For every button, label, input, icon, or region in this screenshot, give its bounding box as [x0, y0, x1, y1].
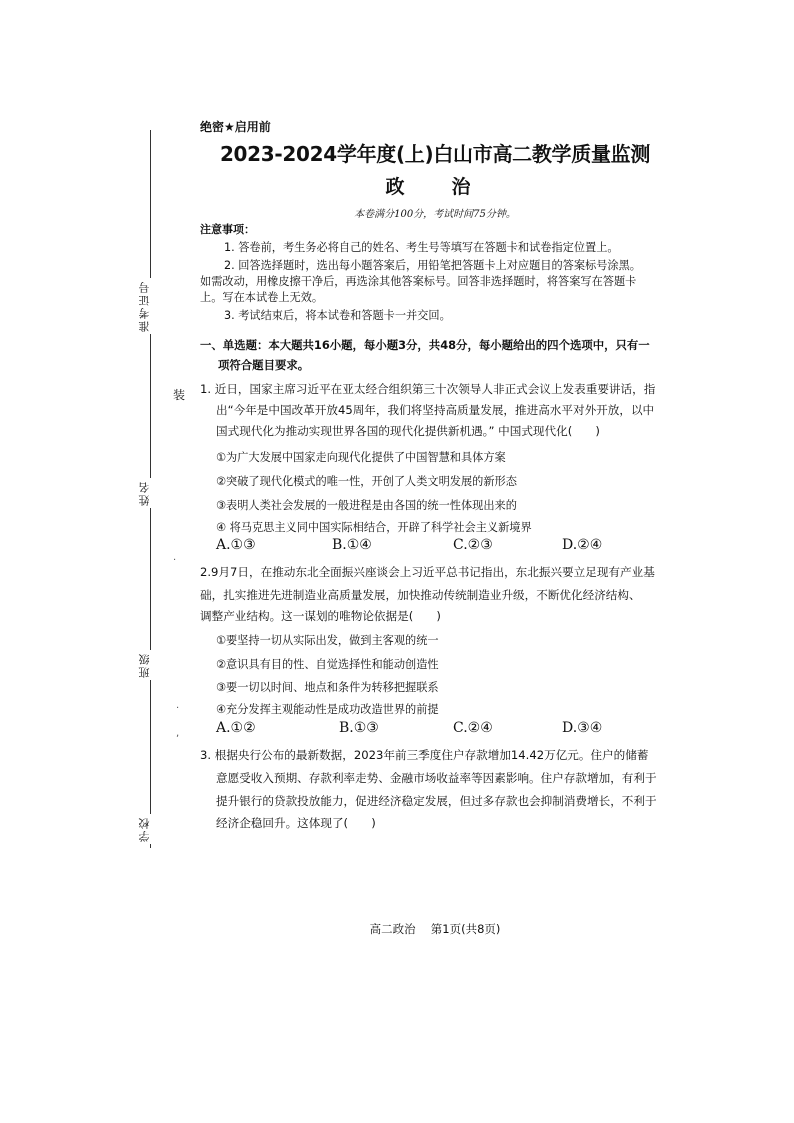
q1-stem-line-3: 国式现代化为推动实现世界各国的现代化提供新机遇。” 中国式现代化( ) [216, 424, 600, 438]
q1-stem-line-1: 1. 近日，国家主席习近平在亚太经合组织第三十次领导人非正式会议上发表重要讲话，指 [200, 382, 656, 396]
page-footer: 高二政治 第1页(共8页) [369, 922, 501, 936]
notice-item-3: 3. 考试结束后，将本试卷和答题卡一并交回。 [224, 309, 451, 322]
exam-title: 2023-2024学年度(上)白山市高二教学质量监测 [219, 142, 651, 166]
q1-choice-c: C.②③ [453, 537, 493, 553]
score-note: 本卷满分100分，考试时间75分钟。 [354, 209, 516, 220]
q2-choice-c: C.②④ [453, 720, 493, 736]
section-heading-line-2: 项符合题目要求。 [218, 358, 310, 372]
q3-stem-line-2: 意愿受收入预期、存款利率走势、金融市场收益率等因素影响。住户存款增加，有利于 [216, 771, 657, 785]
subject-title: 政 治 [385, 176, 485, 198]
q2-option-3: ③要一切以时间、地点和条件为转移把握联系 [216, 681, 439, 694]
q2-choice-b: B.①③ [339, 720, 379, 736]
q2-stem-line-3: 调整产业结构。这一谋划的唯物论依据是( ) [200, 609, 441, 623]
notice-item-2-line-3: 上。写在本试卷上无效。 [200, 291, 324, 304]
q2-option-1: ①要坚持一切从实际出发，做到主客观的统一 [216, 634, 439, 647]
q3-stem-line-3: 提升银行的贷款投放能力，促进经济稳定发展，但过多存款也会抑制消费增长，不利于 [216, 794, 657, 808]
confidential-mark: 绝密★启用前 [200, 120, 271, 134]
seat-number-label: 准考证号 [138, 280, 151, 332]
q1-choice-b: B.①④ [332, 537, 372, 553]
q3-stem-line-4: 经济企稳回升。这体现了( ) [216, 816, 376, 830]
q1-option-3: ③表明人类社会发展的一般进程是由各国的统一性体现出来的 [216, 499, 517, 512]
q1-option-2: ②突破了现代化模式的唯一性，开创了人类文明发展的新形态 [216, 475, 517, 488]
notice-item-2-line-1: 2. 回答选择题时，选出每小题答案后，用铅笔把答题卡上对应题目的答案标号涂黑。 [224, 259, 641, 272]
section-heading-line-1: 一、单选题：本大题共16小题，每小题3分，共48分，每小题给出的四个选项中，只有一 [200, 338, 650, 352]
binding-mark-zhuang: 装 [173, 388, 186, 402]
notice-heading: 注意事项： [200, 223, 255, 236]
q2-stem-line-2: 础，扎实推进先进制造业高质量发展，加快推动传统制造业升级，不断优化经济结构、 [200, 588, 641, 602]
margin-dot: . [176, 700, 180, 711]
name-label: 姓名 [138, 480, 151, 506]
q3-stem-line-1: 3. 根据央行公布的最新数据，2023年前三季度住户存款增加14.42万亿元。住户的储蓄 [200, 748, 649, 762]
q2-option-4: ④充分发挥主观能动性是成功改造世界的前提 [216, 703, 439, 716]
notice-item-2-line-2: 如需改动，用橡皮擦干净后，再选涂其他答案标号。回答非选择题时，将答案写在答题卡 [200, 275, 637, 288]
q2-choice-a: A.①② [216, 720, 256, 736]
margin-dot: , [176, 728, 180, 739]
q2-option-2: ②意识具有目的性、自觉选择性和能动创造性 [216, 658, 439, 671]
q1-option-1: ①为广大发展中国家走向现代化提供了中国智慧和具体方案 [216, 451, 506, 464]
q1-stem-line-2: 出“今年是中国改革开放45周年，我们将坚持高质量发展，推进高水平对外开放，以中 [216, 403, 655, 417]
q1-choice-a: A.①③ [216, 537, 256, 553]
q2-choice-d: D.③④ [562, 720, 603, 736]
school-label: 学校 [138, 816, 151, 842]
notice-item-1: 1. 答卷前，考生务必将自己的姓名、考生号等填写在答题卡和试卷指定位置上。 [224, 241, 619, 254]
margin-dot: . [173, 552, 177, 563]
q1-choice-d: D.②④ [562, 537, 603, 553]
class-label: 班级 [138, 652, 151, 678]
q2-stem-line-1: 2.9月7日，在推动东北全面振兴座谈会上习近平总书记指出，东北振兴要立足现有产业基 [200, 565, 655, 579]
q1-option-4: ④ 将马克思主义同中国实际相结合，开辟了科学社会主义新境界 [216, 521, 532, 534]
section-heading [200, 335, 680, 375]
